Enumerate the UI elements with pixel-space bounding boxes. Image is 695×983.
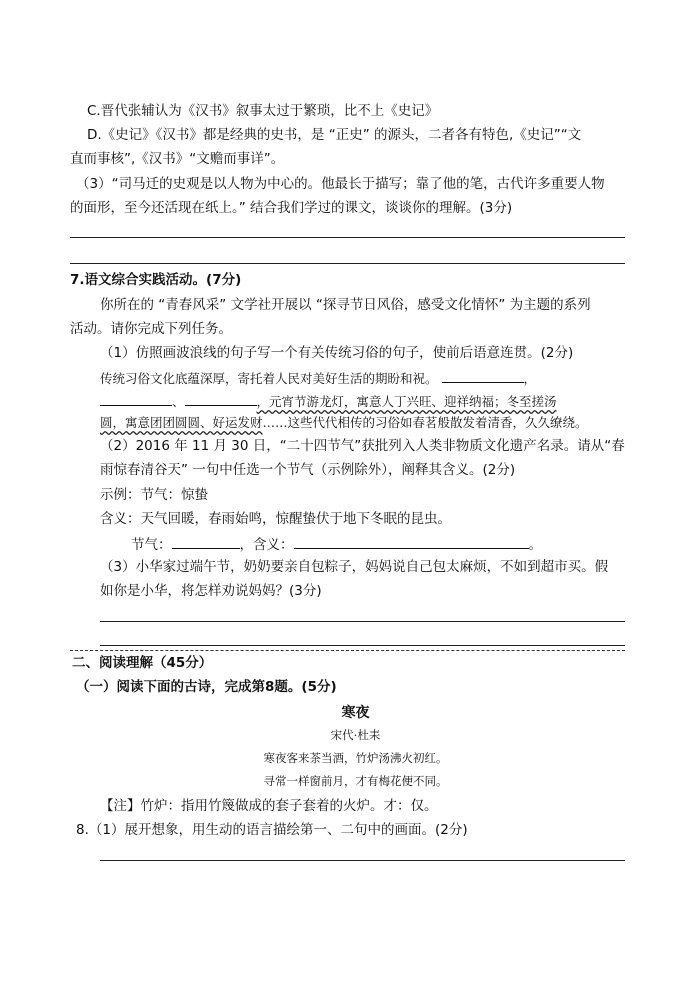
poem-line1: 寒夜客来茶当酒，竹炉汤沸火初红。	[263, 751, 448, 765]
answer-line	[70, 263, 625, 264]
poem-author: 宋代·杜耒	[330, 728, 381, 742]
subquestion-1: （1）仿照画波浪线的句子写一个有关传统习俗的句子，使前后语意连贯。(2分)	[100, 345, 574, 361]
option-d-line1: D.《史记》《汉书》都是经典的史书，是 “正史” 的源头，二者各有特色,《史记”“文	[87, 127, 582, 143]
wavy-sentence-part2: 圆，寓意团团圆圆、好运发财	[100, 415, 263, 430]
subquestion-2-line1: （2）2016 年 11 月 30 日，“二十四节气”获批列入人类非物质文化遗产名录。请从“春	[100, 438, 625, 454]
option-c: C.晋代张辅认为《汉书》叙事太过于繁琐，比不上《史记》	[87, 103, 439, 119]
answer-line	[100, 645, 625, 646]
poem-title: 寒夜	[341, 705, 370, 721]
example-solar-term: 示例：节气：惊蛰	[100, 487, 208, 503]
fill-blank[interactable]	[100, 391, 172, 406]
subquestion-3-line2: 如你是小华，将怎样劝说妈妈？(3分)	[100, 583, 322, 599]
meaning-blank[interactable]	[294, 534, 529, 549]
answer-line	[70, 237, 625, 238]
fill-solar-term-row	[131, 534, 542, 554]
solar-term-label: 节气：	[131, 537, 172, 553]
solar-term-blank[interactable]	[172, 534, 240, 549]
question-7-intro-line2: 活动。请你完成下列任务。	[70, 321, 232, 337]
sentence-line3	[100, 414, 588, 432]
section-2-subtitle: （一）阅读下面的古诗，完成第8题。(5分)	[76, 679, 337, 695]
question-3-line2: 的面形，至今还活现在纸上。” 结合我们学过的课文，谈谈你的理解。(3分)	[70, 200, 513, 216]
answer-line	[100, 621, 625, 622]
sentence-line1: 传统习俗文化底蕴深厚，寄托着人民对美好生活的期盼和祝。 ，	[100, 368, 536, 388]
separator: 、	[172, 394, 185, 409]
example-meaning: 含义：天气回暖，春雨始鸣，惊醒蛰伏于地下冬眠的昆虫。	[100, 511, 451, 527]
question-8-1: 8.（1）展开想象，用生动的语言描绘第一、二句中的画面。(2分)	[76, 822, 468, 838]
sentence-line1-text: 传统习俗文化底蕴深厚，寄托着人民对美好生活的期盼和祝。	[100, 371, 438, 386]
question-7-title: 7.语文综合实践活动。(7分)	[70, 272, 242, 288]
section-divider	[70, 650, 625, 651]
sentence-line2	[100, 391, 557, 411]
subquestion-3-line1: （3）小华家过端午节，奶奶要亲自包粽子，妈妈说自己包太麻烦，不如到超市买。假	[100, 559, 609, 575]
fill-blank[interactable]	[442, 368, 524, 383]
answer-line	[100, 860, 625, 861]
fill-blank[interactable]	[185, 391, 257, 406]
question-7-intro-line1: 你所在的 “青春风采” 文学社开展以 “探寻节日风俗，感受文化情怀” 为主题的系列	[100, 297, 591, 313]
subquestion-2-line2: 雨惊春清谷天” 一句中任选一个节气（示例除外），阐释其含义。(2分)	[100, 462, 516, 478]
poem-note: 【注】竹炉：指用竹篾做成的套子套着的火炉。才：仅。	[100, 798, 438, 814]
poem-line2: 寻常一样窗前月，才有梅花便不同。	[263, 774, 448, 788]
question-3-line1: （3）“司马迁的史观是以人物为中心的。他最长于描写；靠了他的笔，古代许多重要人物	[76, 176, 605, 192]
sentence-line3-tail: ……这些代代相传的习俗如春茗般散发着清香，久久缭绕。	[262, 415, 588, 430]
period: 。	[528, 537, 542, 553]
section-2-title: 二、阅读理解（45分）	[72, 655, 213, 671]
wavy-sentence-part1: ，元宵节游龙灯，寓意人丁兴旺、迎祥纳福；冬至搓汤	[256, 394, 557, 409]
meaning-label: ，含义：	[239, 537, 294, 553]
option-d-line2: 直而事核”,《汉书》“文赡而事详”。	[70, 151, 285, 167]
